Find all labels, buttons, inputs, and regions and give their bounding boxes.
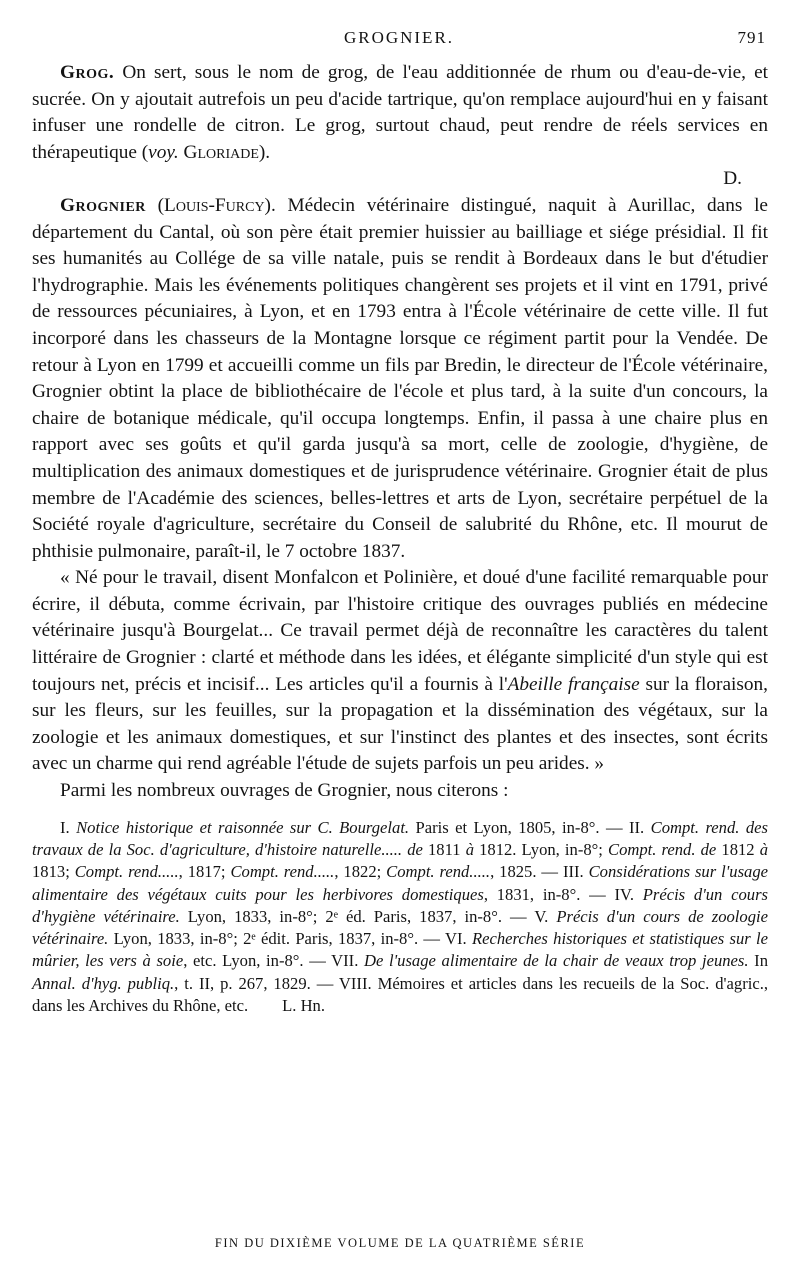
bibliography-text [32,818,768,1015]
grognier-name: (Louis-Furcy). [157,194,276,216]
bibliography-text-segment: 1812. Lyon, in-8°; [473,839,609,859]
bibliography-text-segment: Paris et Lyon, 1805, in-8°. — II. [409,817,651,837]
bibliography-text-segment: 1812 [716,839,760,859]
quote-text-b: sur la floraison, sur les fleurs, sur les feuilles, sur la propagation et la dissémination des végétaux, sur la zoologie et les animaux domestiques, et sur l'instinct des plantes et des insectes, sont écrits avec un charme qui rend agréable l'étude de sujets parfois un peu arides. » [32,673,768,775]
entry-grog [32,60,768,166]
signature-lh: L. Hn. [282,996,326,1015]
bibliography-text-segment: , etc. Lyon, in-8°. — VII. [183,951,365,971]
bibliography-title-segment: Annal. d'hyg. publiq. [32,973,175,993]
bibliography-title-segment: Notice historique et raisonnée sur C. Bourgelat. [76,817,410,837]
page-number: 791 [737,28,766,47]
bibliography-text-segment: , 1822; [334,862,387,882]
bibliography-text-segment: In [748,951,769,971]
bibliography-text-segment: , 1825. — III. [490,862,589,882]
bibliography-paragraph [32,817,768,1018]
bibliography-title-segment: Compt. rend..... [230,862,335,882]
bibliography-text-segment: , 1831, in-8°. — IV. [483,884,643,904]
bibliography-title-segment: De l'usage alimentaire de la chair de veaux trop jeunes. [364,951,749,971]
volume-end-note: FIN DU DIXIÈME VOLUME DE LA QUATRIÈME SÉRIE [214,1236,586,1250]
running-head [32,28,766,52]
bibliography-text-segment: , t. II, p. 267, 1829. — VIII. Mémoires et articles dans les recueils de la Soc. d'agric., dans les Archives du Rhône, etc. [32,973,768,1015]
grog-close: ). [258,141,271,163]
bibliography-title-segment: à [465,839,474,859]
quote-text-a: « Né pour le travail, disent Monfalcon et Polinière, et doué d'une facilité remarquable pour écrire, il débuta, comme écrivain, par l'histoire critique des ouvrages publiés en médecine vétérinaire jusqu'à Bourgelat... Ce travail permet déjà de reconnaître les caractères du talent littéraire de Grognier : clarté et méthode dans les idées, et élégante simplicité d'un style qui est toujours net, précis et incisif... Les articles qu'il a fournis à l' [32,567,768,695]
bibliography-title-segment: à [759,839,768,859]
bibliography-title-segment: Compt. rend..... [74,862,179,882]
bibliography-text-segment: , 1817; [178,862,231,882]
bibliography [32,817,768,1018]
bibliography-title-segment: Considérations sur l'usage alimentaire des végétaux cuits pour les herbivores domestiques [32,862,768,904]
grog-cross-reference: Gloriade [183,141,259,163]
entry-grognier [32,193,768,565]
bibliography-text-segment: 1813; [32,862,75,882]
running-head-title: GROGNIER. [343,28,455,47]
page-body [32,60,768,1017]
bibliography-text-segment: Lyon, 1833, in-8°; 2ᵉ éd. Paris, 1837, in-8°. — V. [179,906,557,926]
bibliography-text-segment: I. [60,817,77,837]
headword-grog: Grog. [60,62,115,83]
bibliography-title-segment: Précis d'un cours d'hygiène vétérinaire. [32,884,768,926]
bibliography-title-segment: Recherches historiques et statistiques sur le mûrier, les vers à soie [32,929,768,971]
bibliography-title-segment: Compt. rend. des travaux de la Soc. d'agriculture, d'histoire naturelle..... de [32,817,768,859]
headword-grognier: Grognier [60,194,146,216]
bibliography-title-segment: Précis d'un cours de zoologie vétérinaire. [32,906,768,949]
grognier-quote-paragraph [32,565,768,778]
grog-voy: voy. [148,141,179,163]
bibliography-text-segment: Lyon, 1833, in-8°; 2ᵉ édit. Paris, 1837, in-8°. — VI. [108,929,472,949]
grognier-paragraph-1: Médecin vétérinaire distingué, naquit à Aurillac, dans le département du Cantal, où son père était premier huissier au bailliage et siége présidial. Il fit ses humanités au Collége de sa ville natale, puis se rendit à Bordeaux dans le but d'étudier l'hydrographie. Mais les événements politiques changèrent ses projets et il vint en 1791, privé de ressources pécuniaires, à Lyon, et en 1793 entra à l'École vétérinaire de cette ville. Il fut incorporé dans les chasseurs de la Montagne lorsque ce régiment partit pour la Vendée. De retour à Lyon en 1799 et accueilli comme un fils par Bredin, le directeur de l'École vétérinaire, Grognier obtint la place de bibliothécaire de l'école et plus tard, à la suite d'un concours, la chaire de botanique médicale, qu'il occupa longtemps. Enfin, il passa à une chaire plus en rapport avec ses goûts et qu'il garda jusqu'à sa mort, celle de zoologie, d'hygiène, de multiplication des animaux domestiques et de jurisprudence vétérinaire. Grognier était de plus membre de l'Académie des sciences, belles-lettres et arts de Lyon, secrétaire perpétuel de la Société royale d'agriculture, secrétaire du Conseil de salubrité du Rhône, etc. Il mourut de phthisie pulmonaire, paraît-il, le 7 octobre 1837. [32,194,768,562]
bibliography-title-segment: Compt. rend..... [386,862,491,882]
quote-journal-title: Abeille française [507,673,640,695]
grog-text: On sert, sous le nom de grog, de l'eau additionnée de rhum ou d'eau-de-vie, et sucrée. On y ajoutait autrefois un peu d'acide tartrique, qu'on remplace aujourd'hui en y faisant infuser une rondelle de citron. Le grog, surtout chaud, peut rendre de réels services en thérapeutique ( [32,62,768,163]
signature-d: D. [723,168,742,190]
bibliography-title-segment: Compt. rend. de [608,839,717,859]
grognier-works-intro: Parmi les nombreux ouvrages de Grognier, nous citerons : [60,780,509,802]
bibliography-text-segment: 1811 [422,839,466,859]
